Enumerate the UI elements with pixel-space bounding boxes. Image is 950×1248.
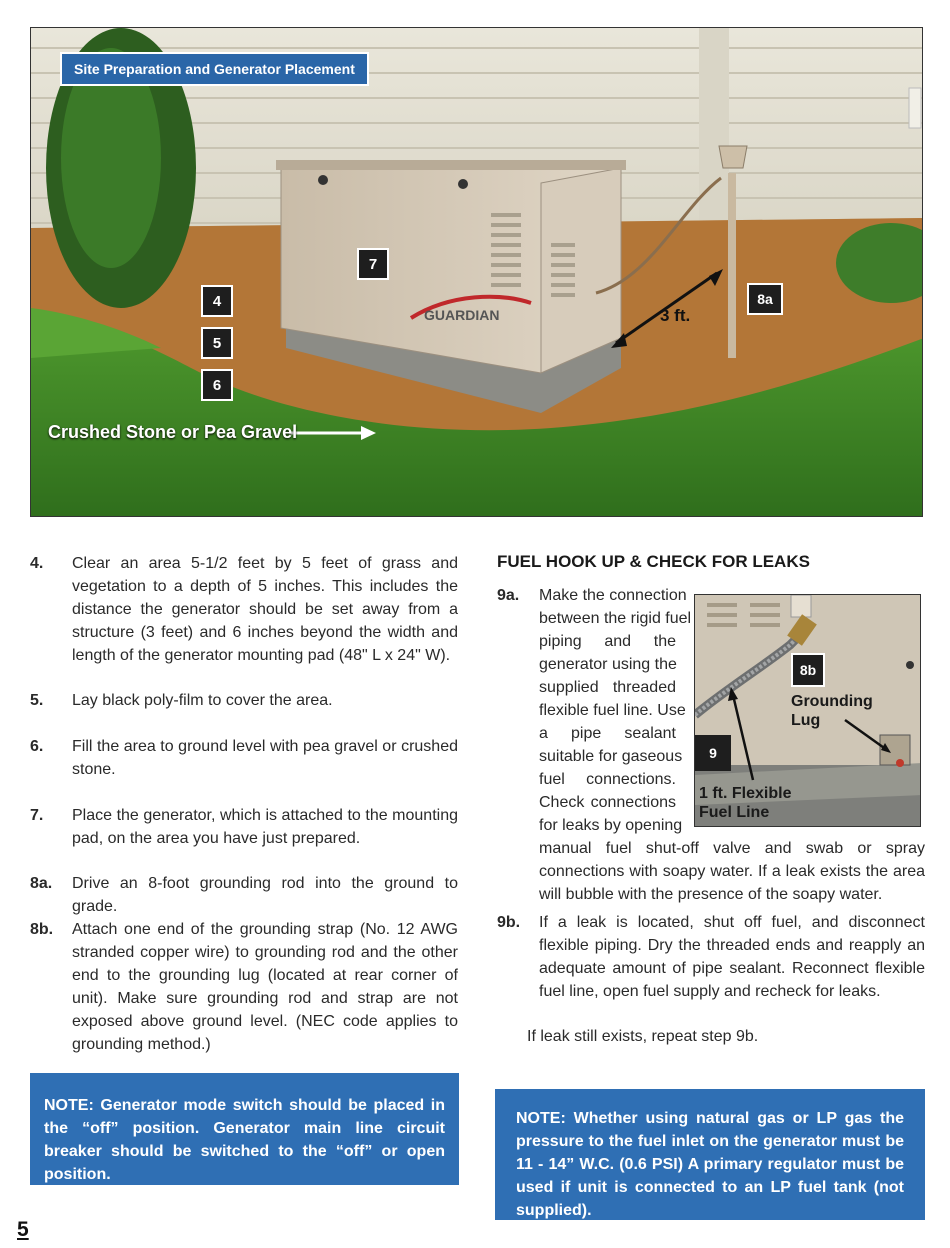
site-preparation-illustration [30,27,923,517]
step-9a-line: between the rigid fuel [539,610,692,627]
callout-8b: 8b [791,653,825,687]
mode-switch-note: NOTE: Generator mode switch should be placed in the “off” position. Generator main line circuit breaker should be switched to the “off” or open position. [30,1073,459,1185]
gravel-label: Crushed Stone or Pea Gravel [48,422,298,442]
fuel-line-inset-photo [694,594,921,827]
step-number: 5. [30,692,44,709]
step-number: 6. [30,738,44,755]
generator-brand-text: GUARDIAN [424,307,500,323]
callout-5: 5 [201,327,233,359]
generator-scene-graphic [31,28,923,517]
step-9a-wrapped-text [539,584,692,837]
step-text: Attach one end of the grounding strap (No. 12 AWG stranded copper wire) to grounding rod and the other end to the grounding lug (located at rear corner of unit). Make sure grounding rod and strap are not exposed above ground level. (NEC code applies to grounding method.) [72,921,458,1053]
callout-6: 6 [201,369,233,401]
step-number: 4. [30,555,44,572]
repeat-instruction: If leak still exists, repeat step 9b. [527,1028,759,1045]
grounding-lug-label: Grounding Lug [791,693,873,729]
step-9a-line: suitable for gaseous [539,748,683,765]
callout-9: 9 [695,735,731,771]
hero-title: Site Preparation and Generator Placement [60,52,369,86]
distance-label: 3 ft. [660,306,691,325]
step-text: If a leak is located, shut off fuel, and disconnect flexible piping. Dry the threaded ends and reapply an adequate amount of pipe sealant. Reconnect flexible fuel line, open fuel supply and recheck for leaks. [539,914,925,1000]
step-number: 8b. [30,921,54,938]
step-text: Drive an 8-foot grounding rod into the ground to grade. [72,875,458,915]
step-number: 9a. [497,587,520,604]
step-text: Clear an area 5-1/2 feet by 5 feet of grass and vegetation to a depth of 5 inches. This includes the distance the generator should be set away from a structure (3 feet) and 6 inches beyond the width and length of the generator mounting pad (48" L x 24" W). [72,555,458,664]
step-9a-line: flexible fuel line. Use [539,702,686,719]
callout-4: 4 [201,285,233,317]
step-9a-line: for leaks by opening [539,817,683,834]
fuel-section-heading: FUEL HOOK UP & CHECK FOR LEAKS [497,552,810,571]
step-text: Fill the area to ground level with pea gravel or crushed stone. [72,738,458,778]
callout-7: 7 [357,248,389,280]
step-9a-line: fuel connections. [539,771,676,788]
flexible-fuel-line-label: 1 ft. Flexible Fuel Line [699,785,792,821]
callout-8a: 8a [747,283,783,315]
step-number: 9b. [497,914,521,931]
step-number: 7. [30,807,44,824]
step-text: Lay black poly-film to cover the area. [72,692,333,709]
step-text: Place the generator, which is attached to the mounting pad, on the area you have just prepared. [72,807,458,847]
page-number: 5 [17,1218,29,1241]
step-9a-line: generator using the [539,656,677,673]
step-9a-line: Check connections [539,794,676,811]
fuel-pressure-note: NOTE: Whether using natural gas or LP gas the pressure to the fuel inlet on the generator must be 11 - 14” W.C. (0.6 PSI) A primary regulator must be used if unit is connected to an LP fuel tank (not supplied). [495,1089,925,1220]
step-9a-line: Make the connection [539,587,687,604]
step-number: 8a. [30,875,53,892]
step-9a-continued-text: manual fuel shut-off valve and swab or spray connections with soapy water. If a leak exists the area will bubble with the presence of the soapy water. [539,840,925,903]
step-9a-line: supplied threaded [539,679,676,696]
step-9a-line: piping and the [539,633,676,650]
step-9a-line: a pipe sealant [539,725,676,742]
